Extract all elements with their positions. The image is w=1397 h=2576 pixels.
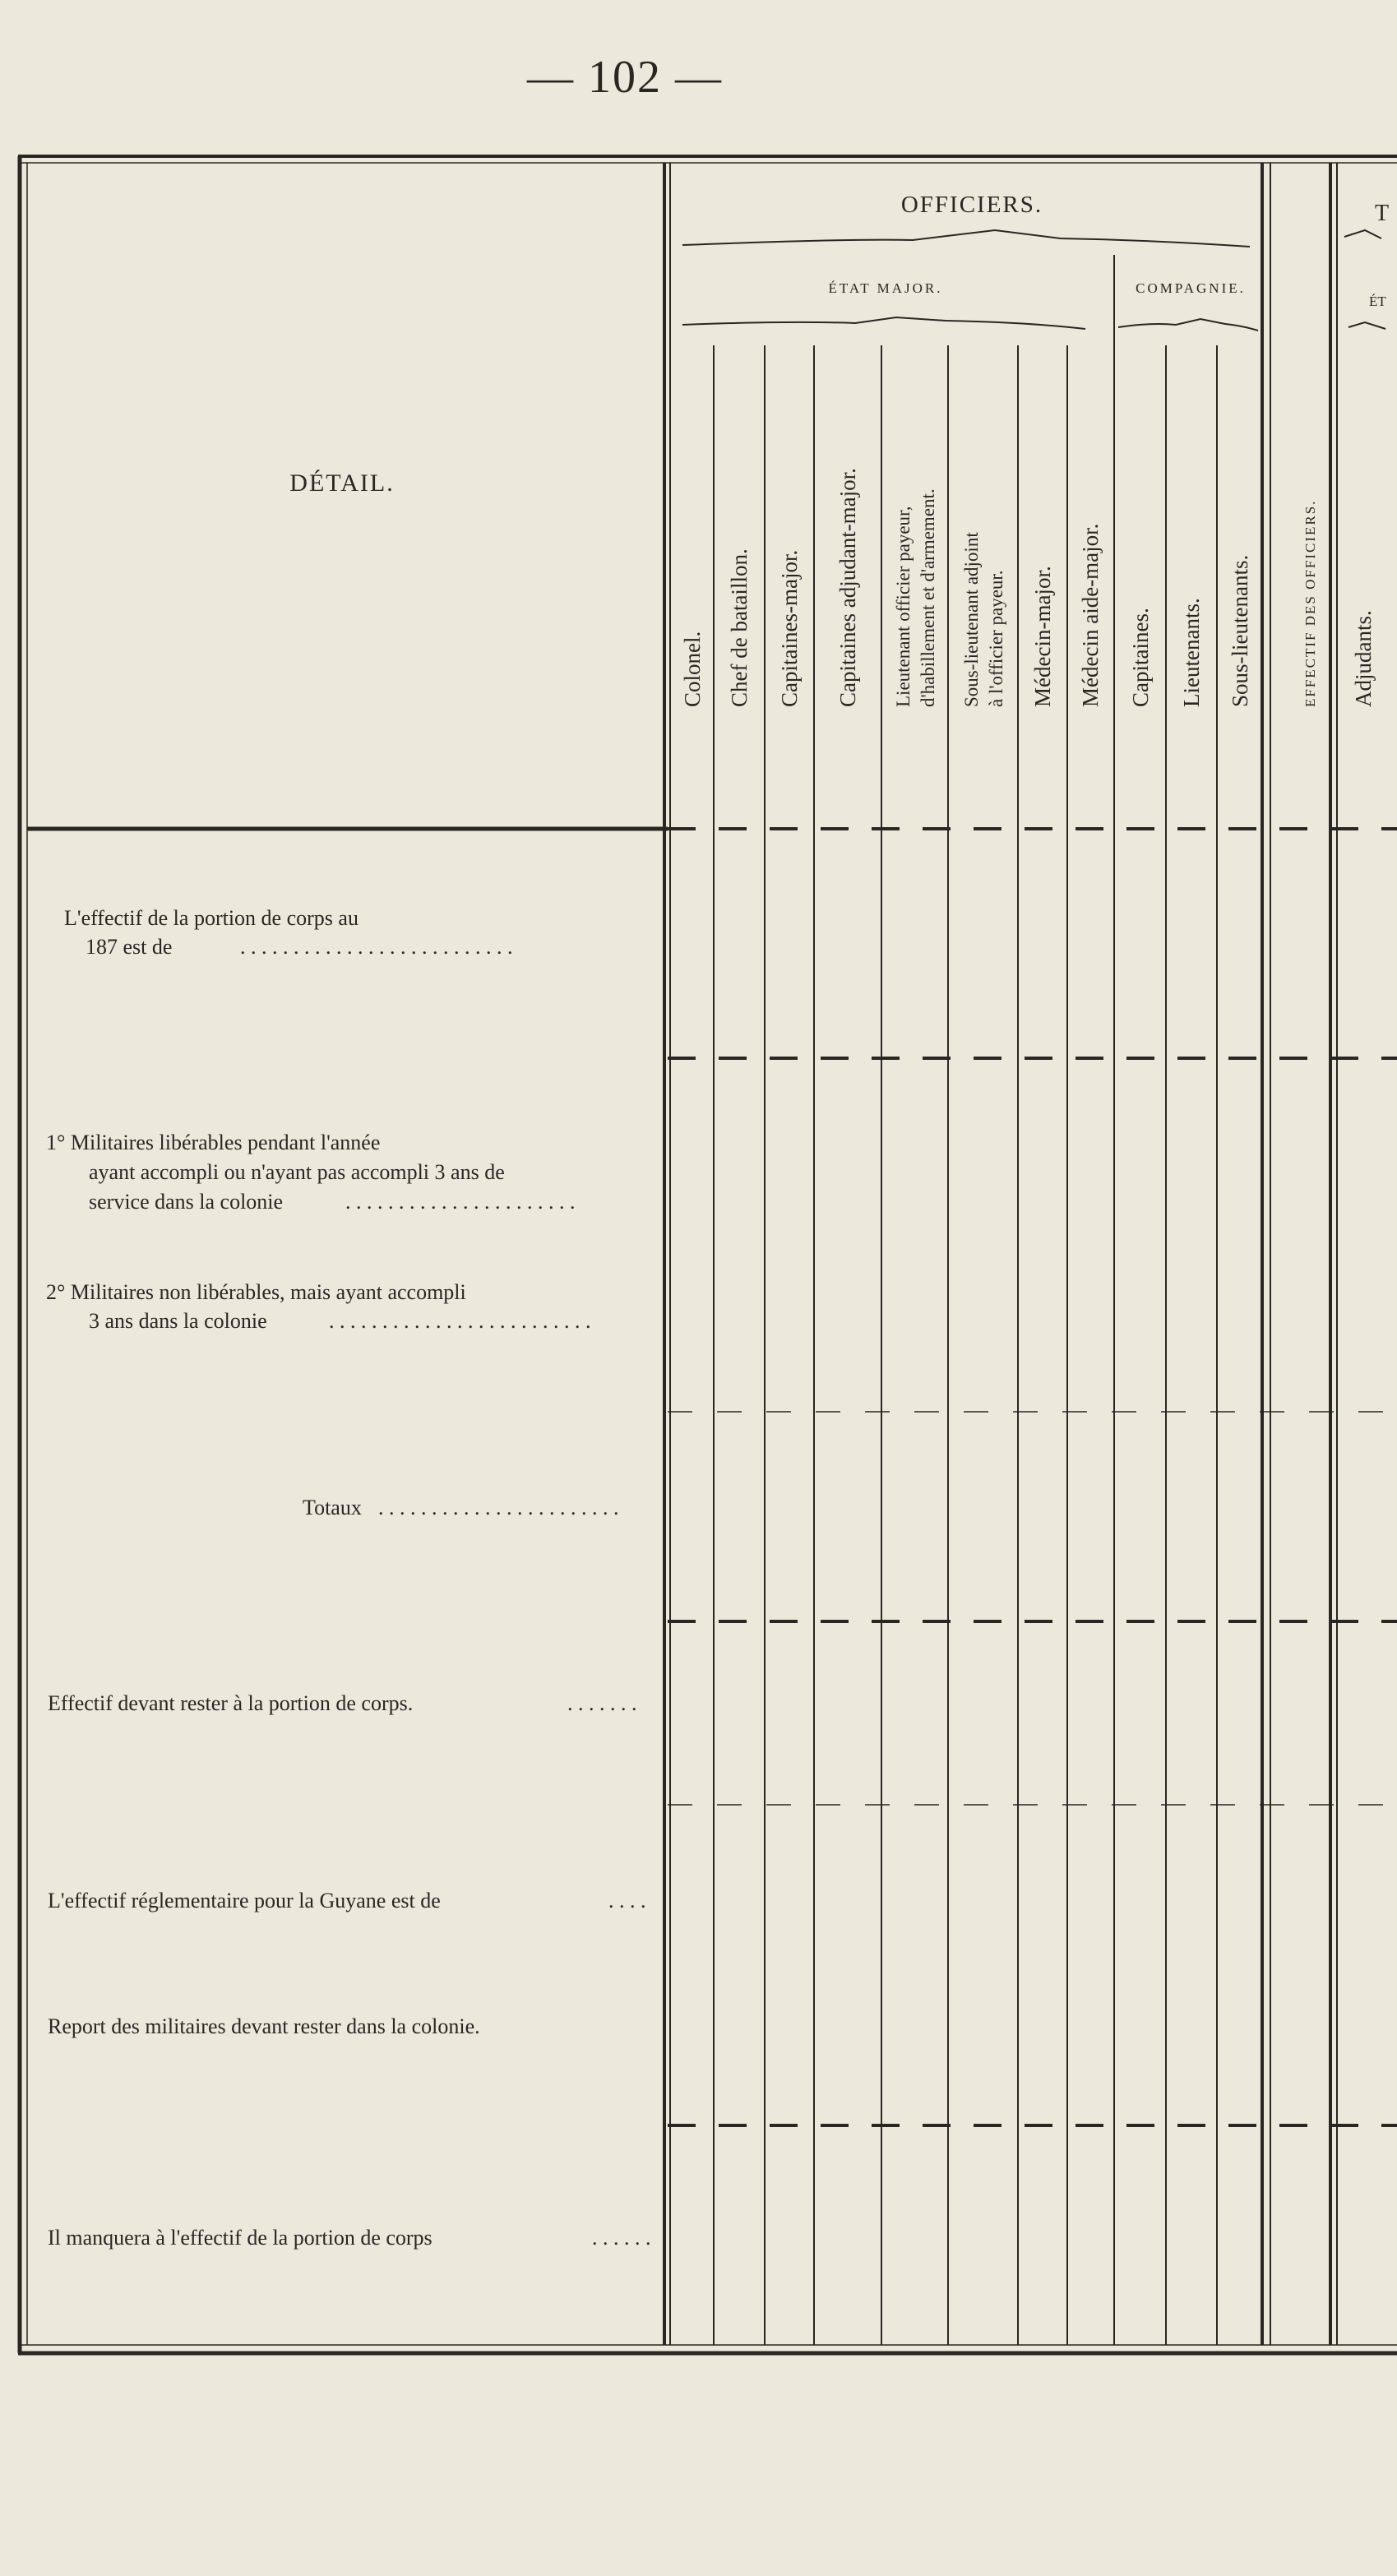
leader-dots: . . . . . . — [592, 2226, 651, 2250]
row-non-liberables-line1: 2° Militaires non libérables, mais ayant accompli — [46, 1280, 466, 1304]
column-header-colonel: Colonel. — [680, 631, 705, 707]
row-liberables-line1: 1° Militaires libérables pendant l'année — [46, 1131, 381, 1154]
row-effectif-rester: Effectif devant rester à la portion de corps. — [48, 1691, 414, 1715]
leader-dots: . . . . . . . . . . . . . . . . . . . . . . . . . — [329, 1309, 591, 1333]
column-header-adjudants: Adjudants. — [1351, 610, 1376, 707]
leader-dots: . . . . . . . . . . . . . . . . . . . . . . . . . . — [240, 935, 513, 959]
leader-dots: . . . . . . . . . . . . . . . . . . . . . . — [345, 1190, 576, 1214]
column-header-lieutenants: Lieutenants. — [1179, 598, 1204, 707]
row-rules — [27, 829, 1397, 2125]
row-effectif-line2: 187 est de — [86, 935, 173, 959]
leader-dots: . . . . — [608, 1889, 646, 1912]
row-effectif-line1: L'effectif de la portion de corps au — [64, 906, 359, 930]
leader-dots: . . . . . . . — [567, 1691, 637, 1715]
header-right-fragment-top: T — [1375, 201, 1390, 226]
row-liberables-line2: ayant accompli ou n'ayant pas accompli 3 ans de — [89, 1160, 505, 1184]
header-officiers: OFFICIERS. — [900, 192, 1043, 218]
column-header-lieutenant-officier-payeur-line2: d'habillement et d'armement. — [918, 488, 938, 707]
row-non-liberables-line2: 3 ans dans la colonie — [89, 1309, 267, 1333]
page-number: — 102 — — [527, 52, 723, 103]
header-right-fragment-mid: ÉT — [1369, 294, 1386, 309]
column-header-capitaines-adjudant-major: Capitaines adjudant-major. — [835, 468, 860, 707]
column-header-capitaines-major: Capitaines-major. — [777, 549, 802, 707]
header-group-rules — [682, 230, 1385, 331]
column-header-capitaines: Capitaines. — [1128, 608, 1153, 707]
column-rules — [664, 163, 1337, 2345]
header-detail: DÉTAIL. — [289, 469, 395, 497]
column-header-medecin-major: Médecin-major. — [1030, 566, 1055, 707]
column-header-lieutenant-officier-payeur-line1: Lieutenant officier payeur, — [893, 506, 914, 707]
column-header-sous-lieutenants: Sous-lieutenants. — [1228, 554, 1252, 707]
row-totaux: Totaux — [303, 1496, 362, 1519]
column-header-sous-lieutenant-adjoint-line2: à l'officier payeur. — [986, 570, 1006, 707]
column-headers — [680, 468, 1376, 707]
column-header-chef-de-bataillon: Chef de bataillon. — [727, 548, 752, 707]
column-header-sous-lieutenant-adjoint-line1: Sous-lieutenant adjoint — [961, 532, 982, 707]
leader-dots: . . . . . . . . . . . . . . . . . . . . . . . — [378, 1496, 619, 1519]
row-manquera: Il manquera à l'effectif de la portion de corps — [48, 2226, 433, 2250]
column-header-effectif-des-officiers: EFFECTIF DES OFFICIERS. — [1302, 499, 1318, 707]
row-labels — [46, 906, 651, 2250]
row-report: Report des militaires devant rester dans la colonie. — [48, 2014, 480, 2038]
column-header-medecin-aide-major: Médecin aide-major. — [1078, 523, 1103, 707]
row-liberables-line3: service dans la colonie — [89, 1190, 284, 1214]
row-reglementaire: L'effectif réglementaire pour la Guyane est de — [48, 1889, 441, 1912]
header-compagnie: COMPAGNIE. — [1136, 280, 1246, 296]
header-etat-major: ÉTAT MAJOR. — [828, 280, 943, 296]
